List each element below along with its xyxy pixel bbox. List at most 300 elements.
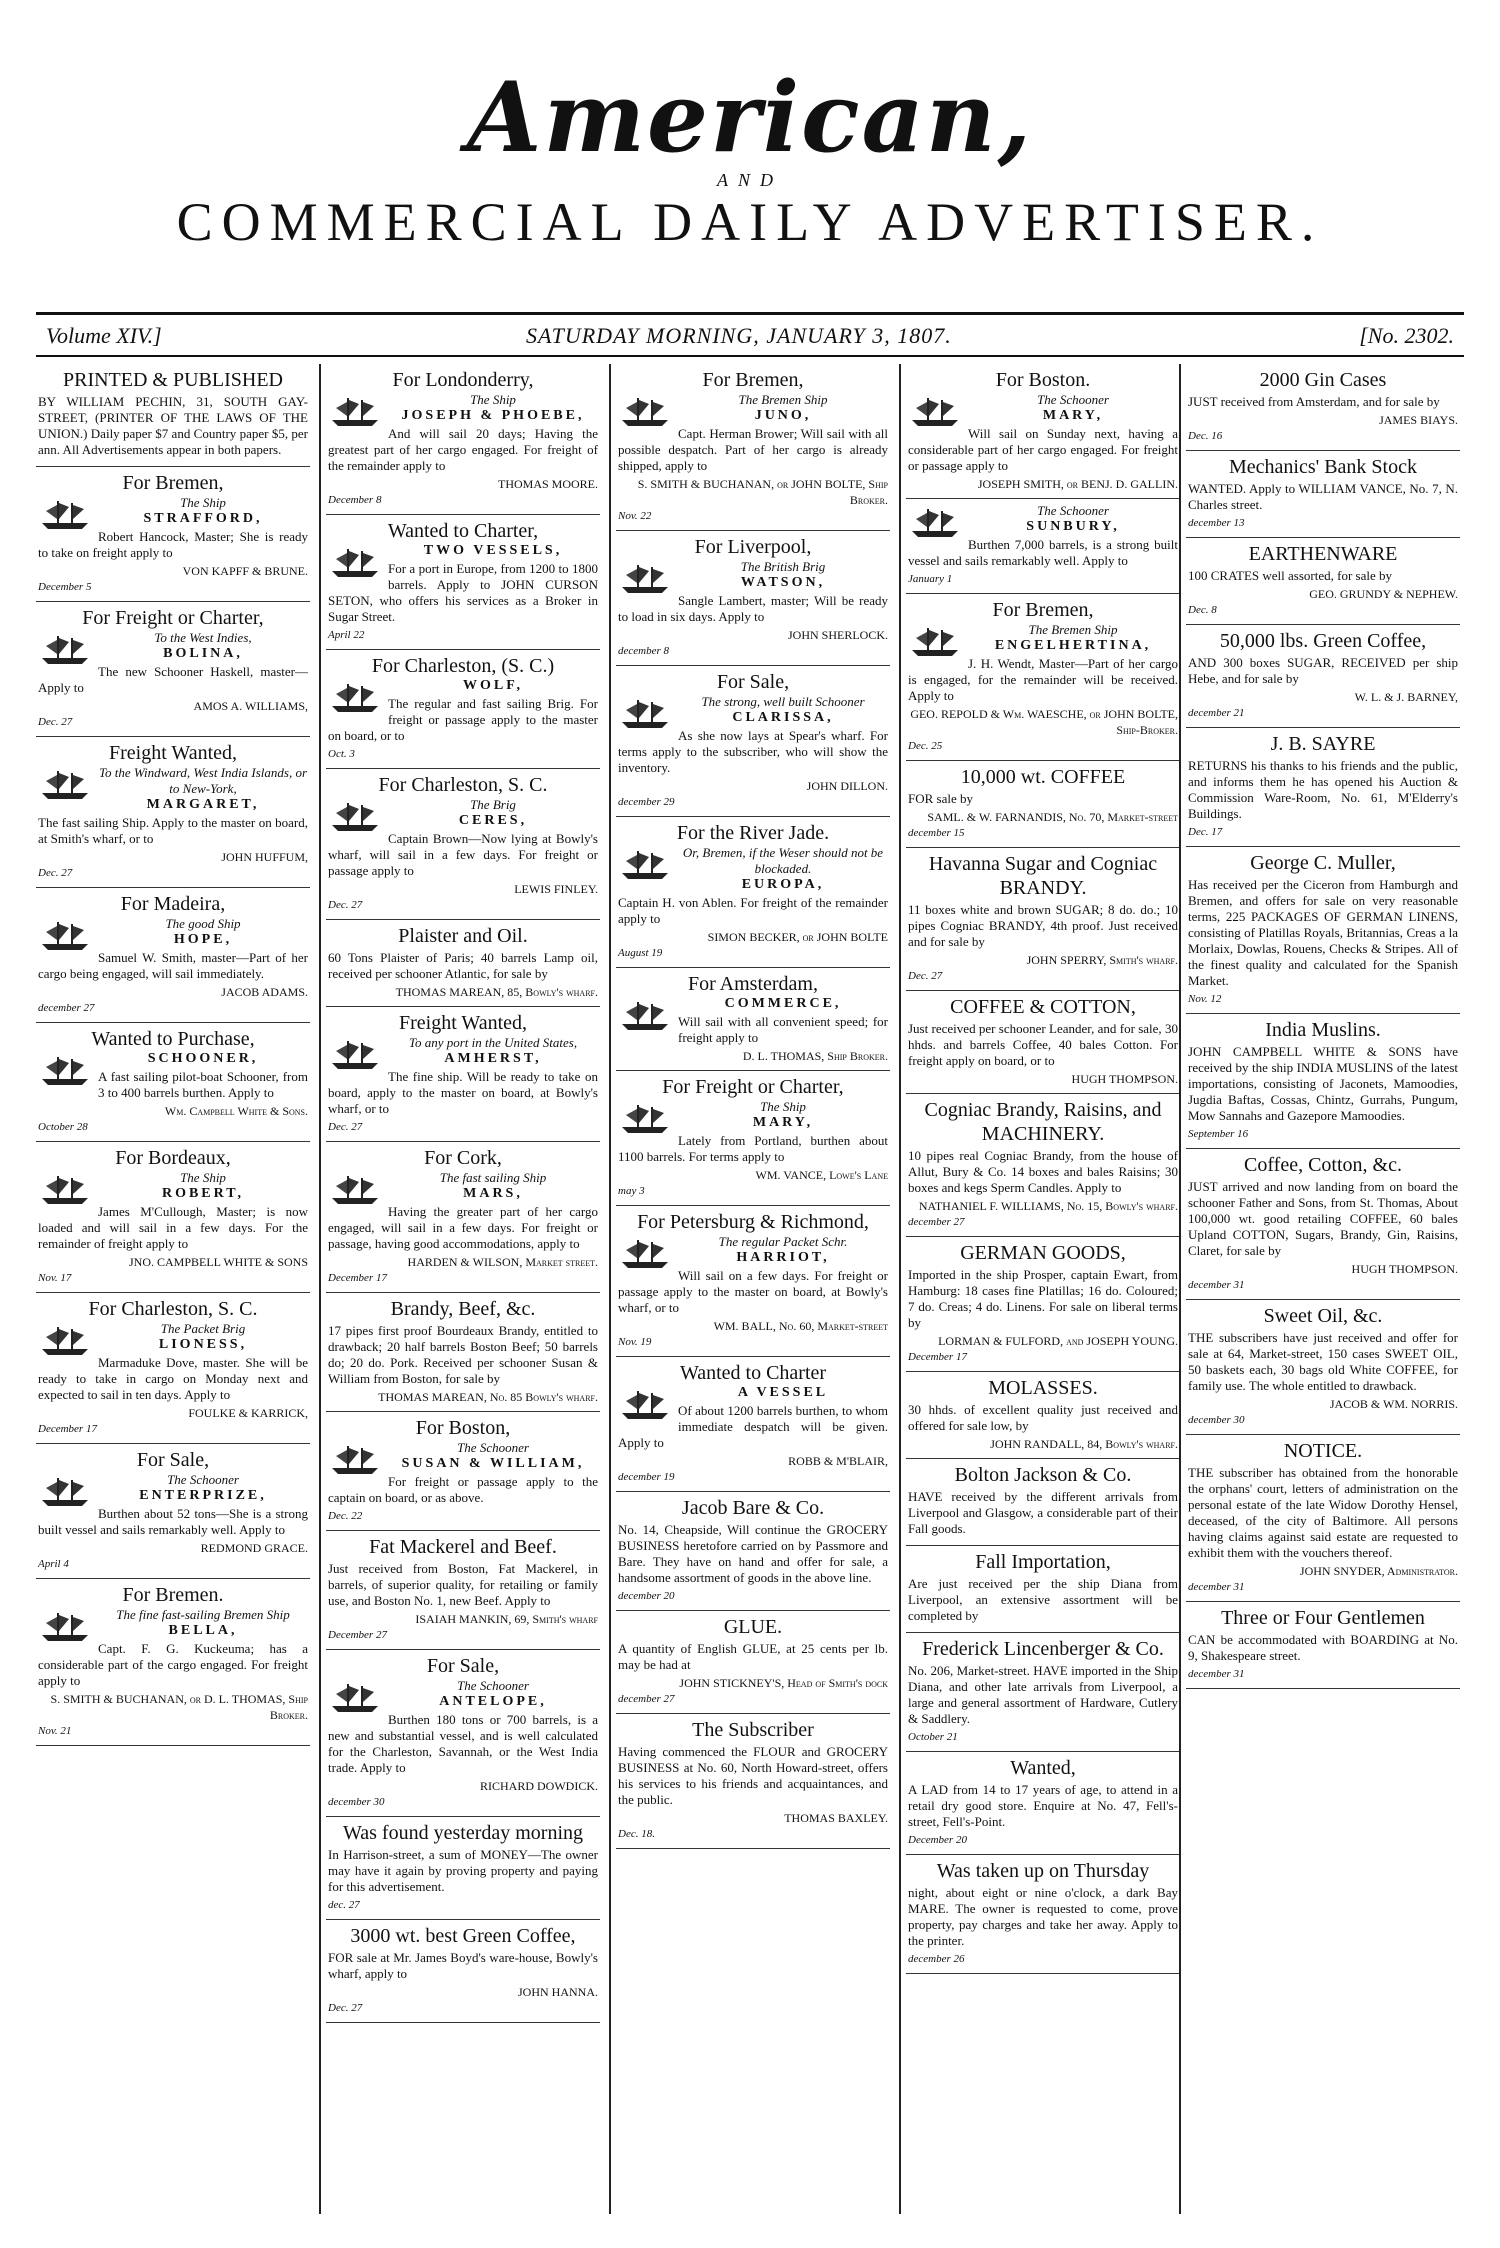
ad-signature: JOHN HANNA. xyxy=(518,1985,598,1999)
ship-name: JUNO, xyxy=(754,408,812,423)
advertisement xyxy=(36,888,310,1023)
ad-date: October 21 xyxy=(908,1731,958,1743)
advertisement xyxy=(326,650,600,769)
advertisement xyxy=(326,364,600,515)
ad-body: night, about eight or nine o'clock, a dark Bay MARE. The owner is requested to come, prove property, pay charges and take her away. Apply to the printer. xyxy=(908,1885,1178,1948)
ad-body: 30 hhds. of excellent quality just received and offered for sale low, by xyxy=(908,1402,1178,1433)
ad-headline: 3000 wt. best Green Coffee, xyxy=(350,1925,576,1947)
ship-icon xyxy=(38,1053,92,1087)
advertisement xyxy=(1186,538,1460,625)
ad-subhead: The Packet Brig xyxy=(160,1321,246,1336)
advertisement xyxy=(616,817,890,968)
ad-date: December 8 xyxy=(328,494,382,506)
ad-headline: For Madeira, xyxy=(120,893,226,915)
advertisement-columns xyxy=(36,364,1464,2220)
ad-date: Dec. 8 xyxy=(1188,604,1217,616)
ad-date: Dec. 27 xyxy=(38,716,73,728)
advertisement xyxy=(906,1237,1180,1372)
ad-headline: COFFEE & COTTON, xyxy=(950,996,1136,1018)
ad-signature: THOMAS MAREAN, 85, Bowly's wharf. xyxy=(395,985,598,999)
issue-date: SATURDAY MORNING, JANUARY 3, 1807. xyxy=(526,323,952,348)
ad-date: december 20 xyxy=(618,1590,675,1602)
ad-headline: India Muslins. xyxy=(1265,1019,1381,1041)
ad-date: January 1 xyxy=(908,573,953,585)
ad-headline: Fat Mackerel and Beef. xyxy=(369,1536,557,1558)
ad-signature: JNO. CAMPBELL WHITE & SONS xyxy=(128,1255,308,1269)
ad-body: No. 206, Market-street. HAVE imported in the Ship Diana, and other late arrivals from Liverpool, a large and general assortment of Hardware, Cutlery & Saddlery. xyxy=(908,1663,1178,1726)
ship-name: BELLA, xyxy=(168,1623,238,1638)
ad-headline: For Bremen, xyxy=(122,472,224,494)
advertisement xyxy=(616,1071,890,1206)
ad-signature: SAML. & W. FARNANDIS, No. 70, Market-street xyxy=(927,810,1178,824)
ship-icon xyxy=(618,561,672,595)
advertisement xyxy=(36,1444,310,1579)
ad-headline: Frederick Lincenberger & Co. xyxy=(922,1638,1164,1660)
ad-date: Dec. 25 xyxy=(908,740,943,752)
ad-date: August 19 xyxy=(618,947,663,959)
advertisement xyxy=(1186,847,1460,1014)
ad-signature: JOHN SNYDER, Administrator. xyxy=(1299,1564,1458,1578)
ad-subhead: The fine fast-sailing Bremen Ship xyxy=(116,1607,290,1622)
ad-signature: S. SMITH & BUCHANAN, or D. L. THOMAS, Ship Broker. xyxy=(50,1692,308,1722)
column-rule xyxy=(899,364,901,2214)
advertisement xyxy=(616,1492,890,1611)
ad-headline: 50,000 lbs. Green Coffee, xyxy=(1219,630,1427,652)
advertisement xyxy=(1186,1435,1460,1602)
ship-icon xyxy=(38,497,92,531)
ad-date: Dec. 16 xyxy=(1188,430,1223,442)
ad-subhead: The Ship xyxy=(470,392,516,407)
ad-date: december 29 xyxy=(618,796,675,808)
title-and: AND xyxy=(717,170,783,190)
ad-date: december 27 xyxy=(618,1693,675,1705)
ad-subhead: The good Ship xyxy=(165,916,241,931)
ad-headline: For Boston. xyxy=(995,369,1091,391)
ad-headline: For Boston, xyxy=(415,1417,511,1439)
column-rule xyxy=(319,364,321,2214)
ad-body: Marmaduke Dove, master. She will be ready to take in cargo on Monday next and expected to sail in ten days. Apply to xyxy=(38,1355,308,1402)
ship-name: MARY, xyxy=(1042,408,1104,423)
column-rule xyxy=(1179,364,1181,2214)
ad-signature: GEO. REPOLD & Wm. WAESCHE, or JOHN BOLTE, Ship-Broker. xyxy=(910,707,1178,737)
ad-headline: For Petersburg & Richmond, xyxy=(637,1211,869,1233)
ad-body: JOHN CAMPBELL WHITE & SONS have received by the ship INDIA MUSLINS of the latest importations, consisting of Jaconets, Mamoodies, Jugdia Baftas, Cossas, Chintz, Gurrahs, Pungum, Mow Sannahs and Gazepore Mamoodies. xyxy=(1188,1044,1458,1123)
advertisement xyxy=(616,1357,890,1492)
ad-headline: For Charleston, (S. C.) xyxy=(371,655,555,677)
ad-headline: 2000 Gin Cases xyxy=(1259,369,1387,391)
ad-body: Are just received per the ship Diana from Liverpool, an extensive assortment will be completed by xyxy=(908,1576,1178,1623)
ad-body: Having the greater part of her cargo engaged, will sail in a few days. For freight or passage, having good accommodations, apply to xyxy=(328,1204,598,1251)
ad-headline: Wanted to Purchase, xyxy=(91,1028,255,1050)
ad-body: Captain Brown—Now lying at Bowly's wharf, will sail in a few days. For freight or passage apply to xyxy=(328,831,598,878)
ad-headline: For Bremen, xyxy=(992,599,1094,621)
ad-subhead: The Ship xyxy=(180,1170,226,1185)
ad-body: Burthen about 52 tons—She is a strong built vessel and sails remarkably well. Apply to xyxy=(38,1506,308,1537)
ship-name: WATSON, xyxy=(740,575,826,590)
issue-number: [No. 2302. xyxy=(1359,323,1454,348)
ad-headline: George C. Muller, xyxy=(1250,852,1396,874)
ad-body: And will sail 20 days; Having the greatest part of her cargo engaged. For freight of the remainder apply to xyxy=(328,426,598,473)
ad-signature: HUGH THOMPSON. xyxy=(1071,1072,1178,1086)
ad-body: 60 Tons Plaister of Paris; 40 barrels Lamp oil, received per schooner Atlantic, for sale by xyxy=(328,950,598,981)
ship-icon xyxy=(618,696,672,730)
advertisement xyxy=(326,515,600,650)
ad-signature: AMOS A. WILLIAMS, xyxy=(193,699,308,713)
ship-icon xyxy=(328,799,382,833)
ad-subhead: The Schooner xyxy=(167,1472,239,1487)
advertisement xyxy=(36,1293,310,1444)
ad-headline: GLUE. xyxy=(723,1616,783,1638)
ad-subhead: The Schooner xyxy=(457,1440,529,1455)
ad-headline: EARTHENWARE xyxy=(1248,543,1398,565)
advertisement xyxy=(1186,451,1460,538)
ad-body: A LAD from 14 to 17 years of age, to attend in a retail dry good store. Enquire at No. 47, Fell's-street, Fell's-Point. xyxy=(908,1782,1178,1829)
ship-name: SUSAN & WILLIAM, xyxy=(401,1456,585,1471)
advertisement xyxy=(326,1920,600,2023)
ad-signature: JOHN SPERRY, Smith's wharf. xyxy=(1026,953,1178,967)
ad-subhead: The fast sailing Ship xyxy=(439,1170,547,1185)
ship-name: ROBERT, xyxy=(161,1186,245,1201)
ad-headline: For Sale, xyxy=(136,1449,210,1471)
ad-body: J. H. Wendt, Master—Part of her cargo is engaged, for the remainder will be received. Apply to xyxy=(908,656,1178,703)
newspaper-subtitle: COMMERCIAL DAILY ADVERTISER. xyxy=(176,192,1324,252)
ad-date: April 4 xyxy=(38,1558,69,1570)
ad-body: 17 pipes first proof Bourdeaux Brandy, entitled to drawback; 20 half barrels Boston Beef; 50 barrels do; 20 do. Pork. Received per schooner Susan & William from Boston, for sale by xyxy=(328,1323,598,1386)
ad-date: December 5 xyxy=(38,581,92,593)
ad-date: December 17 xyxy=(908,1351,967,1363)
ad-headline: For Charleston, S. C. xyxy=(88,1298,258,1320)
ad-date: Dec. 27 xyxy=(328,899,363,911)
advertisement xyxy=(616,531,890,666)
ad-headline: Wanted to Charter xyxy=(679,1362,827,1384)
advertisement xyxy=(616,1611,890,1714)
advertisement xyxy=(616,968,890,1071)
ad-date: Nov. 21 xyxy=(38,1725,72,1737)
ship-icon xyxy=(908,624,962,658)
column-3 xyxy=(616,364,890,2214)
advertisement xyxy=(326,1142,600,1293)
ad-signature: JOHN SHERLOCK. xyxy=(787,628,888,642)
ad-date: Nov. 22 xyxy=(618,510,652,522)
ad-body: The fast sailing Ship. Apply to the master on board, at Smith's wharf, or to xyxy=(38,815,308,846)
ad-subhead: The Bremen Ship xyxy=(738,392,828,407)
ship-name: CERES, xyxy=(458,813,528,828)
ad-body: Will sail on Sunday next, having a considerable part of her cargo engaged. For freight or passage apply to xyxy=(908,426,1178,473)
ad-body: THE subscriber has obtained from the honorable the orphans' court, letters of administration on the personal estate of the late Widow Dorothy Hensel, deceased, of the city of Baltimore. All persons having claims against said estate are requested to exhibit them with the vouchers thereof. xyxy=(1188,1465,1458,1560)
ad-headline: For Sale, xyxy=(426,1655,500,1677)
ad-body: For a port in Europe, from 1200 to 1800 barrels. Apply to JOHN CURSON SETON, who offers his services as a Broker in Sugar Street. xyxy=(328,561,598,624)
ad-body: A quantity of English GLUE, at 25 cents per lb. may be had at xyxy=(618,1641,888,1672)
ad-headline: 10,000 wt. COFFEE xyxy=(960,766,1126,788)
ship-name: MARGARET, xyxy=(146,797,260,812)
ship-name: WOLF, xyxy=(463,678,523,693)
ad-subhead: Or, Bremen, if the Weser should not be blockaded. xyxy=(682,845,884,876)
ad-date: december 31 xyxy=(1188,1279,1245,1291)
ad-date: december 19 xyxy=(618,1471,675,1483)
ad-body: Has received per the Ciceron from Hamburgh and Bremen, and offers for sale on very reasonable terms, 225 PACKAGES OF GERMAN LINENS, consisting of Platillas Royals, Britannias, Creas a la Morlaix, Dowlas, Rouens, Checks & Stripes. All of the finest quality and calculated for the Spanish Market. xyxy=(1188,877,1458,988)
ad-headline: MOLASSES. xyxy=(988,1377,1098,1399)
ad-date: September 16 xyxy=(1188,1128,1249,1140)
ship-icon xyxy=(328,680,382,714)
ad-body: A fast sailing pilot-boat Schooner, from 3 to 400 barrels burthen. Apply to xyxy=(98,1069,308,1100)
ad-headline: Wanted to Charter, xyxy=(387,520,539,542)
ad-signature: ISAIAH MANKIN, 69, Smith's wharf xyxy=(415,1612,598,1626)
advertisement xyxy=(906,1752,1180,1855)
ad-body: As she now lays at Spear's wharf. For terms apply to the subscriber, who will show the inventory. xyxy=(618,728,888,775)
ad-date: October 28 xyxy=(38,1121,88,1133)
advertisement xyxy=(906,761,1180,848)
ad-body: THE subscribers have just received and offer for sale at 64, Market-street, 150 cases SWEET OIL, 50 baskets each, 30 bags old White COFFEE, for family use. The whole entitled to drawback. xyxy=(1188,1330,1458,1393)
newspaper-page xyxy=(36,28,1464,2220)
ad-signature: D. L. THOMAS, Ship Broker. xyxy=(742,1049,888,1063)
ship-icon xyxy=(38,767,92,801)
advertisement xyxy=(906,1094,1180,1237)
ship-name: MARY, xyxy=(752,1115,814,1130)
ad-date: Dec. 27 xyxy=(908,970,943,982)
column-rule xyxy=(609,364,611,2214)
ad-signature: JACOB & WM. NORRIS. xyxy=(1329,1397,1458,1411)
ad-body: CAN be accommodated with BOARDING at No. 9, Shakespeare street. xyxy=(1188,1632,1458,1663)
ad-headline: Was found yesterday morning xyxy=(343,1822,583,1844)
ad-headline: The Subscriber xyxy=(692,1719,814,1741)
ad-signature: REDMOND GRACE. xyxy=(200,1541,308,1555)
ad-signature: WM. BALL, No. 60, Market-street xyxy=(713,1319,888,1333)
advertisement xyxy=(326,1650,600,1817)
ad-body: WANTED. Apply to WILLIAM VANCE, No. 7, N. Charles street. xyxy=(1188,481,1458,512)
ad-body: James M'Cullough, Master; is now loaded and will sail in a few days. For the remainder of freight apply to xyxy=(38,1204,308,1251)
ad-date: december 26 xyxy=(908,1953,965,1965)
advertisement xyxy=(906,1633,1180,1752)
advertisement xyxy=(906,1372,1180,1459)
ad-body: 11 boxes white and brown SUGAR; 8 do. do.; 10 pipes Cogniac BRANDY, 4th proof. Just received and for sale by xyxy=(908,902,1178,949)
ad-headline: For the River Jade. xyxy=(676,822,830,844)
ad-body: Just received per schooner Leander, and for sale, 30 hhds. and barrels Coffee, 40 bales Cotton. For freight apply on board, or to xyxy=(908,1021,1178,1068)
ad-headline: Three or Four Gentlemen xyxy=(1221,1607,1425,1629)
ship-name: SUNBURY, xyxy=(1026,519,1120,534)
ad-signature: HUGH THOMPSON. xyxy=(1351,1262,1458,1276)
newspaper-title: American, xyxy=(466,61,1034,174)
ad-date: december 21 xyxy=(1188,707,1245,719)
ad-signature: LEWIS FINLEY. xyxy=(514,882,598,896)
ad-signature: THOMAS MOORE. xyxy=(497,477,598,491)
ad-body: Imported in the ship Prosper, captain Ewart, from Hamburg: 18 cases fine Platillas; 16 do. Coloured; 7 do. Creas; 4 do. Linens. For sale on liberal terms by xyxy=(908,1267,1178,1330)
ad-headline: Cogniac Brandy, Raisins, and MACHINERY. xyxy=(924,1099,1162,1145)
ad-headline: Wanted, xyxy=(1010,1757,1076,1779)
ad-date: december 15 xyxy=(908,827,965,839)
ad-headline: Sweet Oil, &c. xyxy=(1263,1305,1383,1327)
ad-signature: THOMAS MAREAN, No. 85 Bowly's wharf. xyxy=(378,1390,598,1404)
ad-body: Will sail on a few days. For freight or passage apply to the master on board, at Bowly's wharf, or to xyxy=(618,1268,888,1315)
ad-body: Having commenced the FLOUR and GROCERY BUSINESS at No. 60, North Howard-street, offers his services to his friends and acquaintances, and the public. xyxy=(618,1744,888,1807)
ad-headline: For Amsterdam, xyxy=(688,973,818,995)
ship-name: ANTELOPE, xyxy=(439,1694,547,1709)
ad-subhead: The Ship xyxy=(760,1099,806,1114)
ad-body: Samuel W. Smith, master—Part of her cargo being engaged, will sail immediately. xyxy=(38,950,308,981)
advertisement xyxy=(36,467,310,602)
ad-body: FOR sale at Mr. James Boyd's ware-house, Bowly's wharf, apply to xyxy=(328,1950,598,1981)
advertisement xyxy=(906,848,1180,991)
ad-headline: For Liverpool, xyxy=(694,536,812,558)
ad-date: Dec. 17 xyxy=(1188,826,1223,838)
ad-headline: For Bordeaux, xyxy=(115,1147,231,1169)
ad-headline: For Sale, xyxy=(716,671,790,693)
advertisement xyxy=(1186,1149,1460,1300)
ad-headline: For Londonderry, xyxy=(392,369,534,391)
ad-body: JUST arrived and now landing from on board the schooner Father and Sons, from St. Thomas, About 100,000 wt. good retailing COFFEE, 60 bales Upland COTTON, Sugars, Brandy, Gin, Raisins, Claret, for sale by xyxy=(1188,1179,1458,1258)
ad-headline: Was taken up on Thursday xyxy=(936,1860,1150,1882)
ad-body: Of about 1200 barrels burthen, to whom immediate despatch will be given. Apply to xyxy=(618,1403,888,1450)
ad-body: Will sail with all convenient speed; for freight apply to xyxy=(678,1014,888,1045)
advertisement xyxy=(906,1546,1180,1633)
ad-date: december 27 xyxy=(38,1002,95,1014)
column-1 xyxy=(36,364,310,2214)
ad-date: December 17 xyxy=(38,1423,97,1435)
advertisement xyxy=(616,364,890,531)
advertisement xyxy=(36,1023,310,1142)
advertisement xyxy=(1186,1300,1460,1435)
advertisement xyxy=(326,769,600,920)
masthead xyxy=(36,61,1464,253)
ad-subhead: The Bremen Ship xyxy=(1028,622,1118,637)
ship-icon xyxy=(908,394,962,428)
ad-date: december 27 xyxy=(908,1216,965,1228)
ad-signature: WM. VANCE, Lowe's Lane xyxy=(755,1168,888,1182)
ad-body: Robert Hancock, Master; She is ready to take on freight apply to xyxy=(38,529,308,560)
ad-headline: Plaister and Oil. xyxy=(398,925,528,947)
ad-headline: For Bremen. xyxy=(122,1584,224,1606)
ad-body: The new Schooner Haskell, master—Apply to xyxy=(38,664,308,695)
ad-signature: VON KAPFF & BRUNE. xyxy=(182,564,308,578)
ship-icon xyxy=(38,1172,92,1206)
ad-body: Burthen 180 tons or 700 barrels, is a new and substantial vessel, and is well calculated for the Charleston, Savannah, or the West India trade. Apply to xyxy=(328,1712,598,1775)
ship-name: EUROPA, xyxy=(741,877,825,892)
advertisement xyxy=(906,364,1180,499)
ship-icon xyxy=(328,1680,382,1714)
advertisement xyxy=(906,499,1180,594)
ad-date: December 17 xyxy=(328,1272,387,1284)
column-2 xyxy=(326,364,600,2214)
ship-name: HARRIOT, xyxy=(736,1250,830,1265)
advertisement xyxy=(1186,728,1460,847)
ad-headline: Bolton Jackson & Co. xyxy=(954,1464,1132,1486)
ad-subhead: The strong, well built Schooner xyxy=(701,694,865,709)
ad-date: Dec. 27 xyxy=(328,2002,363,2014)
column-4 xyxy=(906,364,1180,2214)
ship-name: JOSEPH & PHOEBE, xyxy=(401,408,585,423)
ad-signature: JOHN HUFFUM, xyxy=(221,850,308,864)
ad-headline: Coffee, Cotton, &c. xyxy=(1244,1154,1402,1176)
ad-body: The fine ship. Will be ready to take on board, apply to the master on board, at Bowly's wharf, or to xyxy=(328,1069,598,1116)
ship-name: MARS, xyxy=(463,1186,523,1201)
advertisement xyxy=(36,602,310,737)
ship-icon xyxy=(38,918,92,952)
ad-signature: SIMON BECKER, or JOHN BOLTE xyxy=(707,930,888,944)
ad-body: AND 300 boxes SUGAR, RECEIVED per ship Hebe, and for sale by xyxy=(1188,655,1458,686)
ad-body: The regular and fast sailing Brig. For freight or passage apply to the master on board, or to xyxy=(328,696,598,743)
ad-subhead: The Schooner xyxy=(457,1678,529,1693)
ad-subhead: To the Windward, West India Islands, or to New-York, xyxy=(98,765,308,796)
ship-name: STRAFFORD, xyxy=(143,511,263,526)
advertisement xyxy=(616,666,890,817)
ad-headline: PRINTED & PUBLISHED xyxy=(62,369,283,391)
advertisement xyxy=(36,1579,310,1746)
ad-date: December 27 xyxy=(328,1629,387,1641)
ad-subhead: The British Brig xyxy=(740,559,826,574)
ad-headline: Jacob Bare & Co. xyxy=(681,1497,825,1519)
ad-date: Dec. 18. xyxy=(618,1828,655,1840)
ad-date: dec. 27 xyxy=(328,1899,360,1911)
ad-date: december 30 xyxy=(1188,1414,1245,1426)
ship-name: AMHERST, xyxy=(444,1051,542,1066)
ship-icon xyxy=(908,505,962,539)
ship-icon xyxy=(618,847,672,881)
ad-headline: Brandy, Beef, &c. xyxy=(390,1298,536,1320)
ad-body: In Harrison-street, a sum of MONEY—The owner may have it again by proving property and paying for this advertisement. xyxy=(328,1847,598,1894)
ad-subhead: To any port in the United States, xyxy=(408,1035,578,1050)
ad-date: may 3 xyxy=(618,1185,645,1197)
ad-date: Nov. 19 xyxy=(618,1336,652,1348)
ad-signature: JAMES BIAYS. xyxy=(1379,413,1458,427)
advertisement xyxy=(1186,1602,1460,1689)
ship-name: SCHOONER, xyxy=(147,1051,259,1066)
ad-subhead: The Schooner xyxy=(1037,392,1109,407)
ship-name: HOPE, xyxy=(173,932,233,947)
ad-body: BY WILLIAM PECHIN, 31, SOUTH GAY-STREET, (PRINTER OF THE LAWS OF THE UNION.) Daily paper $7 and Country paper $5, per ann. All Advertisements appear in both papers. xyxy=(38,394,308,457)
ad-subhead: The Ship xyxy=(180,495,226,510)
ad-body: Capt. F. G. Kuckeuma; has a considerable part of the cargo engaged. For freight apply to xyxy=(38,1641,308,1688)
ad-subhead: The regular Packet Schr. xyxy=(718,1234,848,1249)
advertisement xyxy=(906,991,1180,1094)
ad-body: JUST received from Amsterdam, and for sale by xyxy=(1188,394,1440,409)
advertisement xyxy=(906,1459,1180,1546)
ship-icon xyxy=(328,1172,382,1206)
advertisement xyxy=(36,737,310,888)
ad-headline: For Freight or Charter, xyxy=(82,607,264,629)
ad-body: FOR sale by xyxy=(908,791,973,806)
ship-icon xyxy=(618,1387,672,1421)
ad-body: Lately from Portland, burthen about 1100 barrels. For terms apply to xyxy=(618,1133,888,1164)
advertisement xyxy=(326,1531,600,1650)
ship-icon xyxy=(38,1474,92,1508)
ad-body: 10 pipes real Cogniac Brandy, from the house of Allut, Bury & Co. 14 boxes and bales Raisins; 30 boxes and kegs Sperm Candles. Apply to xyxy=(908,1148,1178,1195)
ad-subhead: The Brig xyxy=(470,797,516,812)
ad-date: december 8 xyxy=(618,645,670,657)
ad-signature: JOHN STICKNEY'S, Head of Smith's dock xyxy=(679,1676,888,1690)
column-5 xyxy=(1186,364,1460,2214)
ship-icon xyxy=(618,1236,672,1270)
ad-date: Dec. 22 xyxy=(328,1510,363,1522)
ad-date: Dec. 27 xyxy=(38,867,73,879)
ad-body: For freight or passage apply to the captain on board, or as above. xyxy=(328,1474,598,1505)
ship-icon xyxy=(328,1037,382,1071)
ship-name: COMMERCE, xyxy=(724,996,842,1011)
ad-signature: JOHN RANDALL, 84, Bowly's wharf. xyxy=(990,1437,1178,1451)
ad-body: Burthen 7,000 barrels, is a strong built vessel and sails remarkably well. Apply to xyxy=(908,537,1178,568)
ship-icon xyxy=(328,1442,382,1476)
ship-icon xyxy=(38,632,92,666)
ad-subhead: The Schooner xyxy=(1037,503,1109,518)
ad-body: Capt. Herman Brower; Will sail with all possible despatch. Part of her cargo is already shipped, apply to xyxy=(618,426,888,473)
advertisement xyxy=(906,594,1180,761)
ad-signature: FOULKE & KARRICK, xyxy=(188,1406,308,1420)
ad-date: december 31 xyxy=(1188,1581,1245,1593)
advertisement xyxy=(616,1714,890,1849)
ship-icon xyxy=(618,1101,672,1135)
ad-headline: Freight Wanted, xyxy=(399,1012,527,1034)
ad-body: No. 14, Cheapside, Will continue the GROCERY BUSINESS heretofore carried on by Passmore and Bare. They have on hand and offer for sale, a handsome assortment of goods in the above line. xyxy=(618,1522,888,1585)
advertisement xyxy=(326,1817,600,1920)
ad-headline: Freight Wanted, xyxy=(109,742,237,764)
